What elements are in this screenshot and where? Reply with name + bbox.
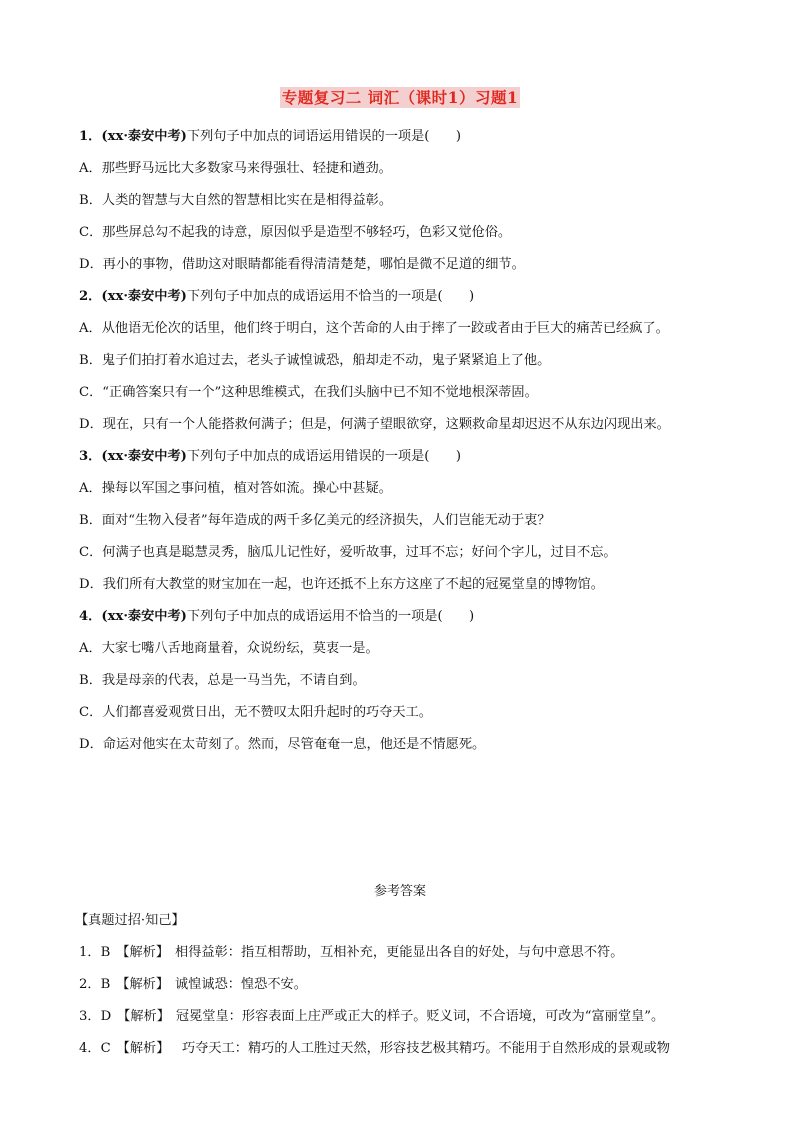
question-1-option-d: D．再小的事物，借助这对眼睛都能看得清清楚楚，哪怕是微不足道的细节。 <box>79 257 525 272</box>
question-3-option-d: D．我们所有大教堂的财宝加在一起，也许还抵不上东方这座了不起的冠冕堂皇的博物馆。 <box>79 577 604 592</box>
question-4-option-b: B．我是母亲的代表，总是一马当先，不请自到。 <box>79 673 366 688</box>
answer-1: 1．B 【解析】 相得益彰：指互相帮助，互相补充，更能显出各自的好处，与句中意思不符。 <box>79 945 624 960</box>
question-4-option-d: D．命运对他实在太苛刻了。然而，尽管奄奄一息，他还是不情愿死。 <box>79 737 486 752</box>
answer-3: 3．D 【解析】 冠冕堂皇：形容表面上庄严或正大的样子。贬义词，不合语境，可改为“富丽堂皇”。 <box>79 1009 665 1024</box>
page-title: 专题复习二 词汇（课时1）习题1 <box>281 88 519 107</box>
question-3-option-c: C．何满子也真是聪慧灵秀，脑瓜儿记性好，爱听故事，过耳不忘；好问个字儿，过目不忘。 <box>79 545 617 560</box>
question-2-option-c: C．“正确答案只有一个”这种思维模式，在我们头脑中已不知不觉地根深蒂固。 <box>79 385 538 400</box>
question-3-stem: 3．(xx·泰安中考)下列句子中加点的成语运用错误的一项是( ) <box>79 449 461 464</box>
question-2-option-b: B．鬼子们拍打着水追过去，老头子诚惶诚恐，船却走不动，鬼子紧紧追上了他。 <box>79 353 551 368</box>
question-2-option-a: A．从他语无伦次的话里，他们终于明白，这个苦命的人由于摔了一跤或者由于巨大的痛苦已经疯了。 <box>79 321 669 336</box>
question-1-stem: 1．(xx·泰安中考)下列句子中加点的词语运用错误的一项是( ) <box>79 129 461 144</box>
question-1-option-c: C．那些屏总勾不起我的诗意，原因似乎是造型不够轻巧，色彩又觉伧俗。 <box>79 225 512 240</box>
question-3-option-a: A．操每以军国之事问植，植对答如流。操心中甚疑。 <box>79 481 392 496</box>
question-4-option-a: A．大家七嘴八舌地商量着，众说纷纭，莫衷一是。 <box>79 641 379 656</box>
question-1-option-a: A．那些野马远比大多数家马来得强壮、轻捷和遒劲。 <box>79 161 392 176</box>
answer-4: 4．C 【解析】 巧夺天工：精巧的人工胜过天然，形容技艺极其精巧。不能用于自然形成的景观或物 <box>79 1041 670 1056</box>
question-3-option-b: B．面对“生物入侵者”每年造成的两千多亿美元的经济损失，人们岂能无动于衷？ <box>79 513 551 528</box>
answers-heading: 参考答案 <box>373 884 426 899</box>
question-1-option-b: B．人类的智慧与大自然的智慧相比实在是相得益彰。 <box>79 193 393 208</box>
question-4-option-c: C．人们都喜爱观赏日出，无不赞叹太阳升起时的巧夺天工。 <box>79 705 432 720</box>
question-4-stem: 4．(xx·泰安中考)下列句子中加点的成语运用不恰当的一项是( ) <box>79 609 475 624</box>
answers-section-label: 【真题过招·知己】 <box>75 913 185 928</box>
question-2-stem: 2．(xx·泰安中考)下列句子中加点的成语运用不恰当的一项是( ) <box>79 289 475 304</box>
question-2-option-d: D．现在，只有一个人能搭救何满子；但是，何满子望眼欲穿，这颗救命星却迟迟不从东边闪现出来。 <box>79 417 670 432</box>
answer-2: 2．B 【解析】 诚惶诚恐：惶恐不安。 <box>79 977 307 992</box>
